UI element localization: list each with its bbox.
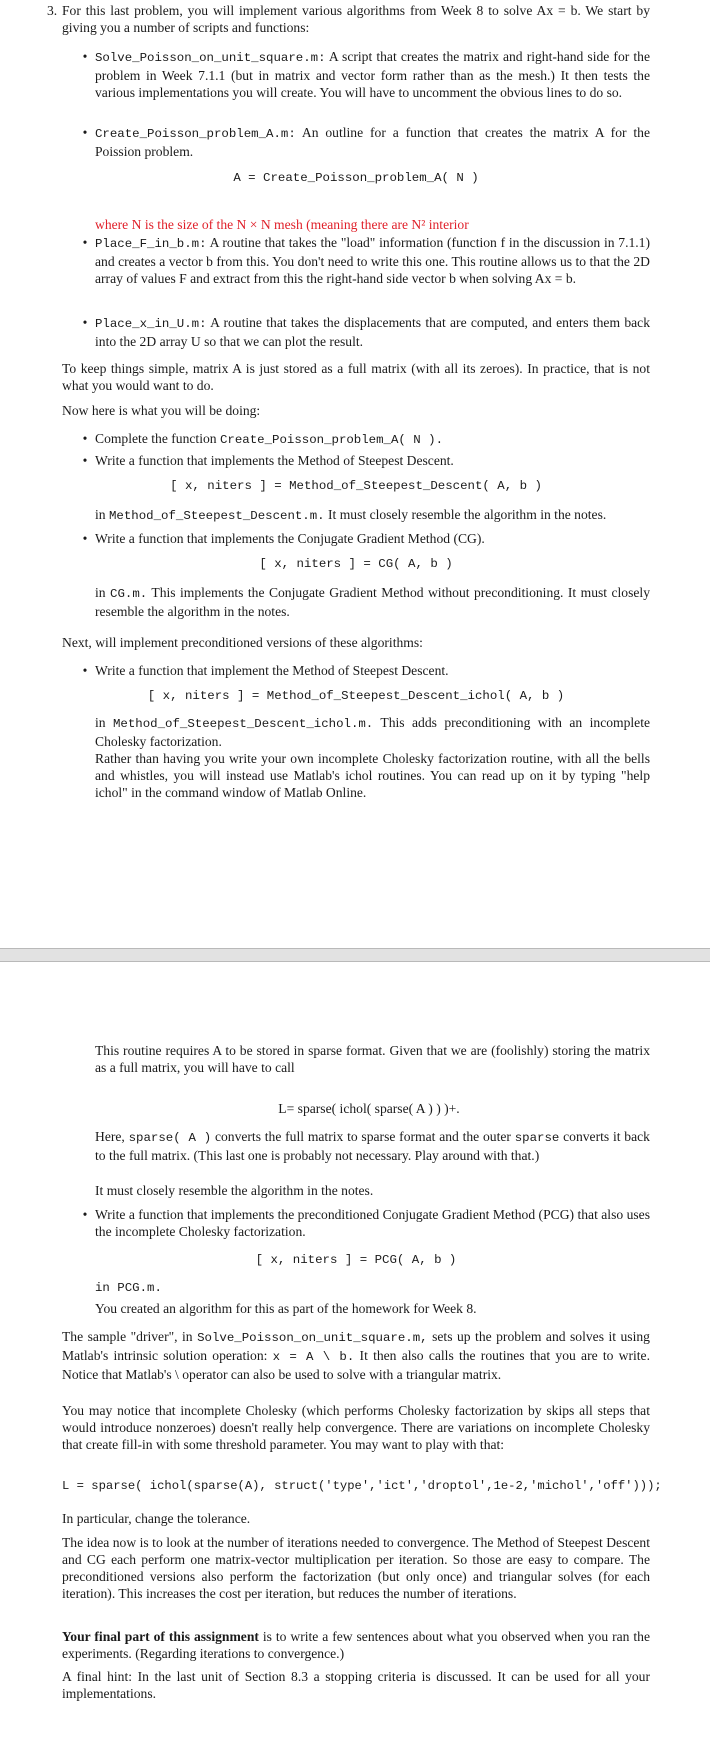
problem-number: 3. — [47, 3, 58, 18]
requires-paragraph: This routine requires A to be stored in sparse format. Given that we are (foolishly) storing the matrix as a full matrix, you will have to call — [95, 1043, 650, 1075]
final-paragraph: Your final part of this assignment is to write a few sentences about what you observed when you ran the experiments. (Regarding iterations to convergence.) — [62, 1629, 650, 1661]
particular-line: In particular, change the tolerance. — [62, 1511, 251, 1526]
notice-paragraph: You may notice that incomplete Cholesky (which performs Cholesky factorization by skips all steps that would introduce nonzeroes) doesn't really help convergence. There are variations on incomplete Cholesky that create fill-in with some threshold parameter. You may want to play with that: — [62, 1403, 650, 1452]
document-page-2 — [0, 962, 710, 1752]
keep-simple-paragraph: To keep things simple, matrix A is just stored as a full matrix (with all its zeroes). In practice, that is not what you would want to do. — [62, 361, 650, 393]
here-paragraph: Here, sparse( A ) converts the full matrix to sparse format and the outer sparse converts it back to the full matrix. (This last one is probably not necessary. Play around with that.) — [95, 1129, 650, 1163]
file-item-create: Create_Poisson_problem_A.m: An outline for a function that creates the matrix A for the Poission problem. — [95, 125, 650, 159]
l-formula: L= sparse( ichol( sparse( A ) ) )+. — [278, 1101, 460, 1116]
bullet: • — [82, 235, 88, 250]
bullet: • — [82, 315, 88, 330]
task-steepest-descent-ichol: Write a function that implement the Method of Steepest Descent. — [95, 663, 449, 678]
sd-in-line: in Method_of_Steepest_Descent.m. It must closely resemble the algorithm in the notes. — [95, 507, 607, 523]
driver-paragraph: The sample "driver", in Solve_Poisson_on_unit_square.m, sets up the problem and solves it using Matlab's intrinsic solution operation: x = A \ b. It then also calls the routines that you are to write. Notice that Matlab's \ operator can also be used to solve with a triangular matrix. — [62, 1329, 650, 1382]
sdi-in-line: in Method_of_Steepest_Descent_ichol.m. This adds preconditioning with an incomplete Cholesky factorization. — [95, 715, 651, 749]
page-divider — [0, 948, 710, 962]
pcg-call: [ x, niters ] = PCG( A, b ) — [255, 1253, 457, 1267]
sdi-call: [ x, niters ] = Method_of_Steepest_Descent_ichol( A, b ) — [147, 689, 565, 703]
red-note: where N is the size of the N × N mesh (meaning there are N² interior — [95, 217, 469, 232]
task-steepest-descent: Write a function that implements the Method of Steepest Descent. — [95, 453, 454, 468]
homework-line: You created an algorithm for this as part of the homework for Week 8. — [95, 1301, 477, 1316]
resemble-line: It must closely resemble the algorithm in the notes. — [95, 1183, 374, 1198]
bullet: • — [82, 49, 88, 64]
bullet: • — [82, 431, 88, 446]
bullet: • — [82, 531, 88, 546]
rather-paragraph: Rather than having you write your own incomplete Cholesky factorization routine, with all the bells and whistles, you will instead use Matlab's ichol routines. You can read up on it by typing "help ichol" in the command window of Matlab Online. — [95, 751, 650, 800]
intro-paragraph: For this last problem, you will implement various algorithms from Week 8 to solve Ax = b. We start by giving you a number of scripts and functions: — [62, 3, 650, 35]
next-line: Next, will implement preconditioned versions of these algorithms: — [62, 635, 423, 650]
task-cg: Write a function that implements the Conjugate Gradient Method (CG). — [95, 531, 485, 546]
task-pcg: Write a function that implements the preconditioned Conjugate Gradient Method (PCG) that also uses the incomplete Cholesky factorization. — [95, 1207, 650, 1239]
task-complete-function: Complete the function Create_Poisson_problem_A( N ). — [95, 431, 444, 447]
bullet: • — [82, 663, 88, 678]
idea-paragraph: The idea now is to look at the number of iterations needed to convergence. The Method of Steepest Descent and CG each perform one matrix-vector multiplication per iteration. So those are easy to compare. The preconditioned versions also perform the factorization (but only once) and triangular solves (for each iteration). This increases the cost per iteration, but reduces the number of iterations. — [62, 1535, 650, 1601]
code-line: L = sparse( ichol(sparse(A), struct('type','ict','droptol',1e-2,'michol','off'))); — [62, 1479, 662, 1493]
file-item-solve: Solve_Poisson_on_unit_square.m: A script that creates the matrix and right-hand side for the problem in Week 7.1.1 (but in matrix and vector form rather than as the mesh.) It then tests the various implementations you will create. You will have to uncomment the obvious lines to do so. — [95, 49, 650, 100]
file-item-place-x: Place_x_in_U.m: A routine that takes the displacements that are computed, and enters them back into the 2D array U so that we can plot the result. — [95, 315, 650, 349]
sd-call: [ x, niters ] = Method_of_Steepest_Descent( A, b ) — [170, 479, 542, 493]
now-here-line: Now here is what you will be doing: — [62, 403, 261, 418]
pcg-file-line: in PCG.m. — [95, 1281, 162, 1295]
bullet: • — [82, 1207, 88, 1222]
hint-paragraph: A final hint: In the last unit of Section 8.3 a stopping criteria is discussed. It can be used for all your implementations. — [62, 1669, 650, 1701]
create-call: A = Create_Poisson_problem_A( N ) — [233, 171, 479, 185]
cg-in-line: in CG.m. This implements the Conjugate Gradient Method without preconditioning. It must closely resemble the algorithm in the notes. — [95, 585, 651, 619]
bullet: • — [82, 125, 88, 140]
file-item-place-f: Place_F_in_b.m: A routine that takes the "load" information (function f in the discussion in 7.1.1) and creates a vector b from this. You don't need to write this one. This routine allows us to that the 2D array of values F and extract from this the right-hand side vector b when solving Ax = b. — [95, 235, 650, 286]
cg-call: [ x, niters ] = CG( A, b ) — [259, 557, 453, 571]
bullet: • — [82, 453, 88, 468]
